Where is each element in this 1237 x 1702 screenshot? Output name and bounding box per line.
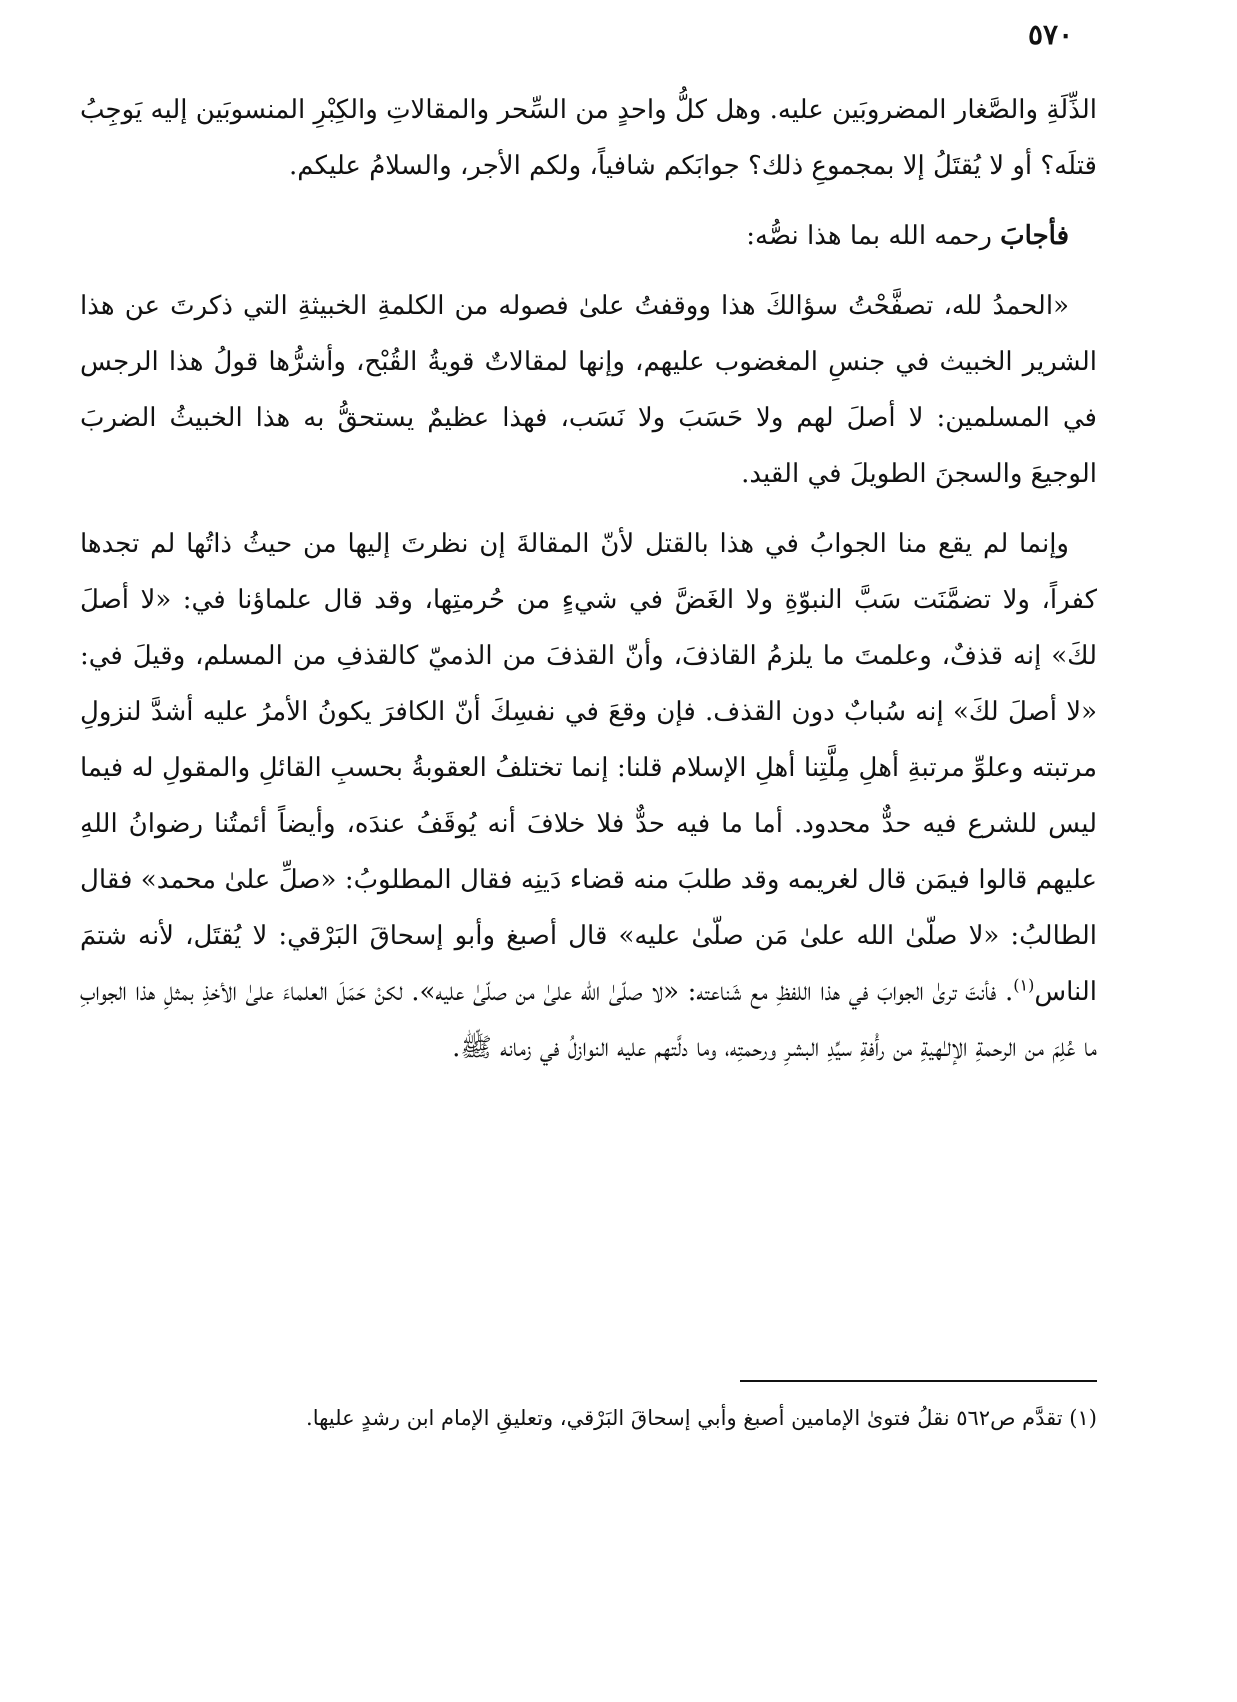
footnote-reference[interactable]: (١)	[1013, 975, 1035, 995]
paragraph-text: وإنما لم يقع منا الجوابُ في هذا بالقتل لأنّ المقالةَ إن نظرتَ إليها من حيثُ ذاتُها لم تجدها كفراً، ولا تضمَّنَت سَبَّ النبوّةِ ولا الغَضَّ في شيءٍ من حُرمتِها، وقد قال علماؤنا في: «لا أصلَ لكَ» إنه قذفٌ، وعلمتَ ما يلزمُ القاذفَ، وأنّ القذفَ من الذميّ كالقذفِ من المسلم، وقيلَ في: «لا أصلَ لكَ» إنه سُبابٌ دون القذف. فإن وقعَ في نفسِكَ أنّ الكافرَ يكونُ الأمرُ عليه أشدَّ لنزولِ مرتبته وعلوِّ مرتبةِ أهلِ مِلَّتِنا أهلِ الإسلام قلنا: إنما تختلفُ العقوبةُ بحسبِ القائلِ والمقولِ له فيما ليس للشرع فيه حدٌّ محدود. أما ما فيه حدٌّ فلا خلافَ أنه يُوقَفُ عندَه، وأيضاً أئمتُنا رضوانُ اللهِ عليهم قالوا فيمَن قال لغريمه وقد طلبَ منه قضاء دَينِه فقال المطلوبُ: «صلِّ علىٰ محمد» فقال الطالبُ: «لا صلّىٰ الله علىٰ مَن صلّىٰ عليه» قال أصبغ وأبو إسحاقَ البَرْقي: لا يُقتَل، لأنه شتمَ الناس	[80, 529, 1098, 1007]
paragraph-answer-body	[80, 516, 1097, 1076]
paragraph-text: رحمه الله بما هذا نصُّه:	[746, 221, 1001, 251]
paragraph-question-end	[80, 82, 1097, 194]
footnote-text: (١) تقدَّم ص٥٦٢ نقلُ فتوىٰ الإمامين أصبغ وأبي إسحاقَ البَرْقي، وتعليقِ الإمام ابن رشدٍ عليها.	[306, 1406, 1097, 1430]
paragraph-text: الذِّلَةِ والصَّغار المضروبَين عليه. وهل كلُّ واحدٍ من السِّحر والمقالاتِ والكِبْرِ المنسوبَين إليه يَوجِبُ قتلَه؟ أو لا يُقتَلُ إلا بمجموعِ ذلك؟ جوابَكم شافياً، ولكم الأجر، والسلامُ عليكم.	[80, 95, 1097, 181]
main-text	[80, 82, 1097, 1090]
paragraph-answer-intro	[80, 208, 1097, 264]
footnote	[80, 1398, 1097, 1438]
answer-lead-word: فأجابَ	[1000, 221, 1069, 251]
paragraph-text: . فأنتَ ترىٰ الجوابَ في هذا اللفظِ مع شَناعته: «لا صلّىٰ الله علىٰ من صلّىٰ عليه». لكنْ حَمَلَ العلماءَ علىٰ الأخذِ بمثلِ هذا الجوابِ ما عُلِمَ من الرحمةِ الإلـٰهيةِ من رأْفةِ سيِّدِ البشرِ ورحمتِه، وما دلَّتهم عليه النوازلُ في زمانه ﷺ.	[80, 977, 1097, 1063]
footnote-divider	[740, 1380, 1097, 1382]
paragraph-text: «الحمدُ لله، تصفَّحْتُ سؤالكَ هذا ووقفتُ علىٰ فصوله من الكلمةِ الخبيثةِ التي ذكرتَ عن هذا الشرير الخبيث في جنسِ المغضوب عليهم، وإنها لمقالاتٌ قويةُ القُبْح، وأشرُّها قولُ هذا الرجس في المسلمين: لا أصلَ لهم ولا حَسَبَ ولا نَسَب، فهذا عظيمٌ يستحقُّ به هذا الخبيثُ الضربَ الوجيعَ والسجنَ الطويلَ في القيد.	[80, 291, 1097, 489]
page-number: ٥٧٠	[1028, 18, 1074, 51]
paragraph-answer-opening	[80, 278, 1097, 502]
